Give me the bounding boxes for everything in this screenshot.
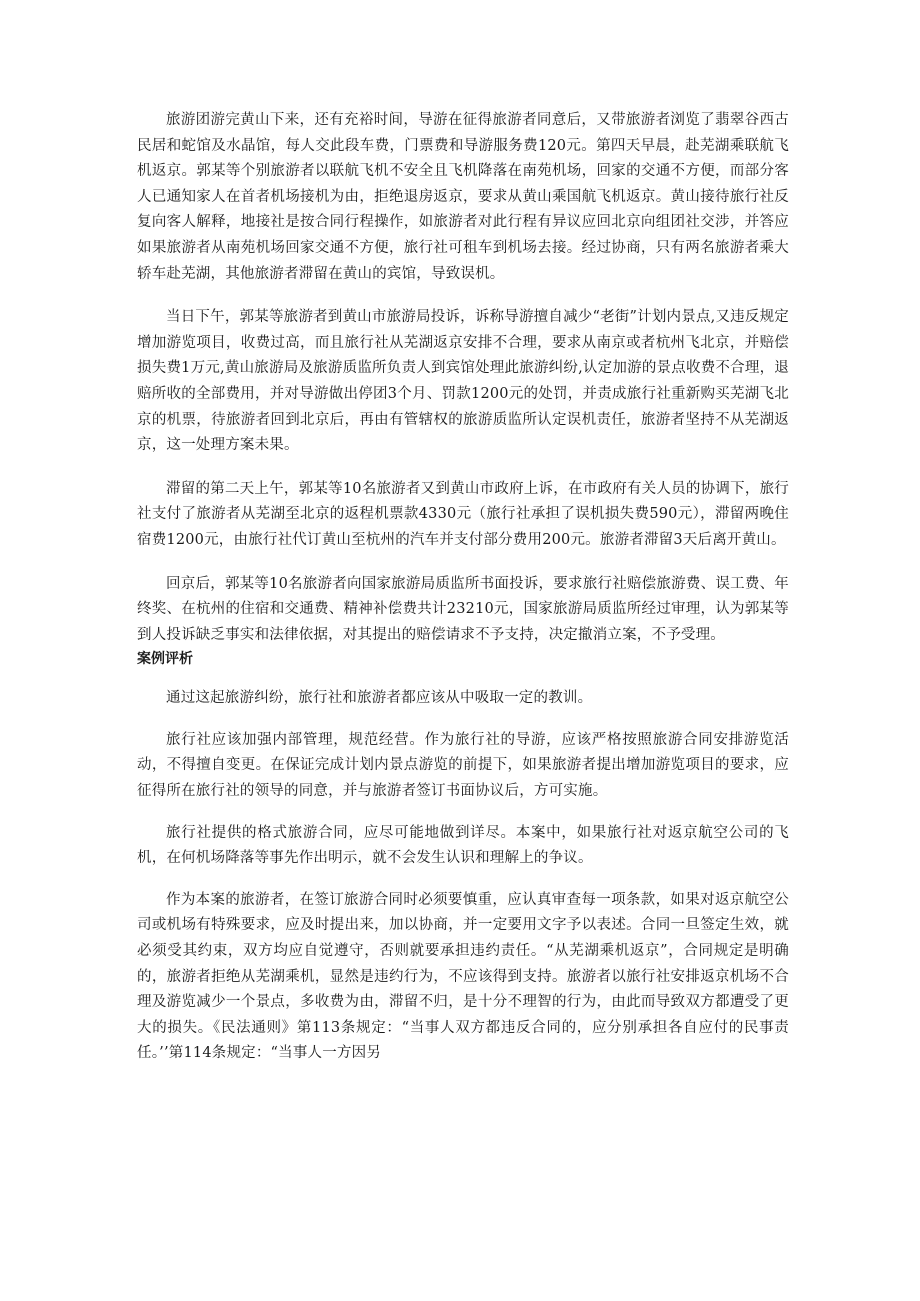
paragraph: 旅行社应该加强内部管理，规范经营。作为旅行社的导游，应该严格按照旅游合同安排游览活动，不得擅自变更。在保证完成计划内景点游览的前提下，如果旅游者提出增加游览项目的要求，应征得所在旅行社的领导的同意，并与旅游者签订书面协议后，方可实施。	[137, 731, 789, 800]
paragraph: 作为本案的旅游者，在签订旅游合同时必须要慎重，应认真审查每一项条款，如果对返京航空公司或机场有特殊要求，应及时提出来，加以协商，并一定要用文字予以表述。合同一旦签定生效，就必须受其约束，双方均应自觉遵守，否则就要承担违约责任。“从芜湖乘机返京”，合同规定是明确的，旅游者拒绝从芜湖乘机，显然是违约行为，不应该得到支持。旅游者以旅行社安排返京机场不合理及游览减少一个景点，多收费为由，滞留不归，是十分不理智的行为，由此而导致双方都遭受了更大的损失。《民法通则》第113条规定：“当事人双方都违反合同的，应分别承担各自应付的民事责任。’’第114条规定：“当事人一方因另	[137, 891, 789, 1062]
paragraph: 滞留的第二天上午，郭某等10名旅游者又到黄山市政府上诉，在市政府有关人员的协调下，旅行社支付了旅游者从芜湖至北京的返程机票款4330元（旅行社承担了误机损失费590元），滞留两晚住宿费1200元，由旅行社代订黄山至杭州的汽车并支付部分费用200元。旅游者滞留3天后离开黄山。	[137, 480, 789, 548]
paragraph: 旅游团游完黄山下来，还有充裕时间，导游在征得旅游者同意后，又带旅游者浏览了翡翠谷西古民居和蛇馆及水晶馆，每人交此段车费，门票费和导游服务费120元。第四天早晨，赴芜湖乘联航飞机返京。郭某等个别旅游者以联航飞机不安全且飞机降落在南苑机场，回家的交通不方便，而部分客人已通知家人在首者机场接机为由，拒绝退房返京，要求从黄山乘国航飞机返京。黄山接待旅行社反复向客人解释，地接社是按合同行程操作，如旅游者对此行程有异议应回北京向组团社交涉，并答应如果旅游者从南苑机场回家交通不方便，旅行社可租车到机场去接。经过协商，只有两名旅游者乘大轿车赴芜湖，其他旅游者滞留在黄山的宾馆，导致误机。	[137, 112, 789, 282]
document-page	[137, 108, 789, 1067]
paragraph: 旅行社提供的格式旅游合同，应尽可能地做到详尽。本案中，如果旅行社对返京航空公司的飞机，在何机场降落等事先作出明示，就不会发生认识和理解上的争议。	[137, 824, 789, 867]
paragraph: 回京后，郭某等10名旅游者向国家旅游局质监所书面投诉，要求旅行社赔偿旅游费、误工费、年终奖、在杭州的住宿和交通费、精神补偿费共计23210元，国家旅游局质监所经过审理，认为郭某等到人投诉缺乏事实和法律依据，对其提出的赔偿请求不予支持，决定撤消立案，不予受理。	[137, 575, 789, 643]
section-heading: 案例评析	[137, 651, 193, 668]
paragraph: 通过这起旅游纠纷，旅行社和旅游者都应该从中吸取一定的教训。	[166, 690, 593, 707]
paragraph: 当日下午，郭某等旅游者到黄山市旅游局投诉，诉称导游擅自减少“老街”计划内景点,又违反规定增加游览项目，收费过高，而且旅行社从芜湖返京安排不合理，要求从南京或者杭州飞北京，并赔偿损失费1万元,黄山旅游局及旅游质监所负责人到宾馆处理此旅游纠纷,认定加游的景点收费不合理，退赔所收的全部费用，并对导游做出停团3个月、罚款1200元的处罚，并责成旅行社重新购买芜湖飞北京的机票，待旅游者回到北京后，再由有管辖权的旅游质监所认定误机责任，旅游者坚持不从芜湖返京，这一处理方案未果。	[137, 309, 789, 454]
